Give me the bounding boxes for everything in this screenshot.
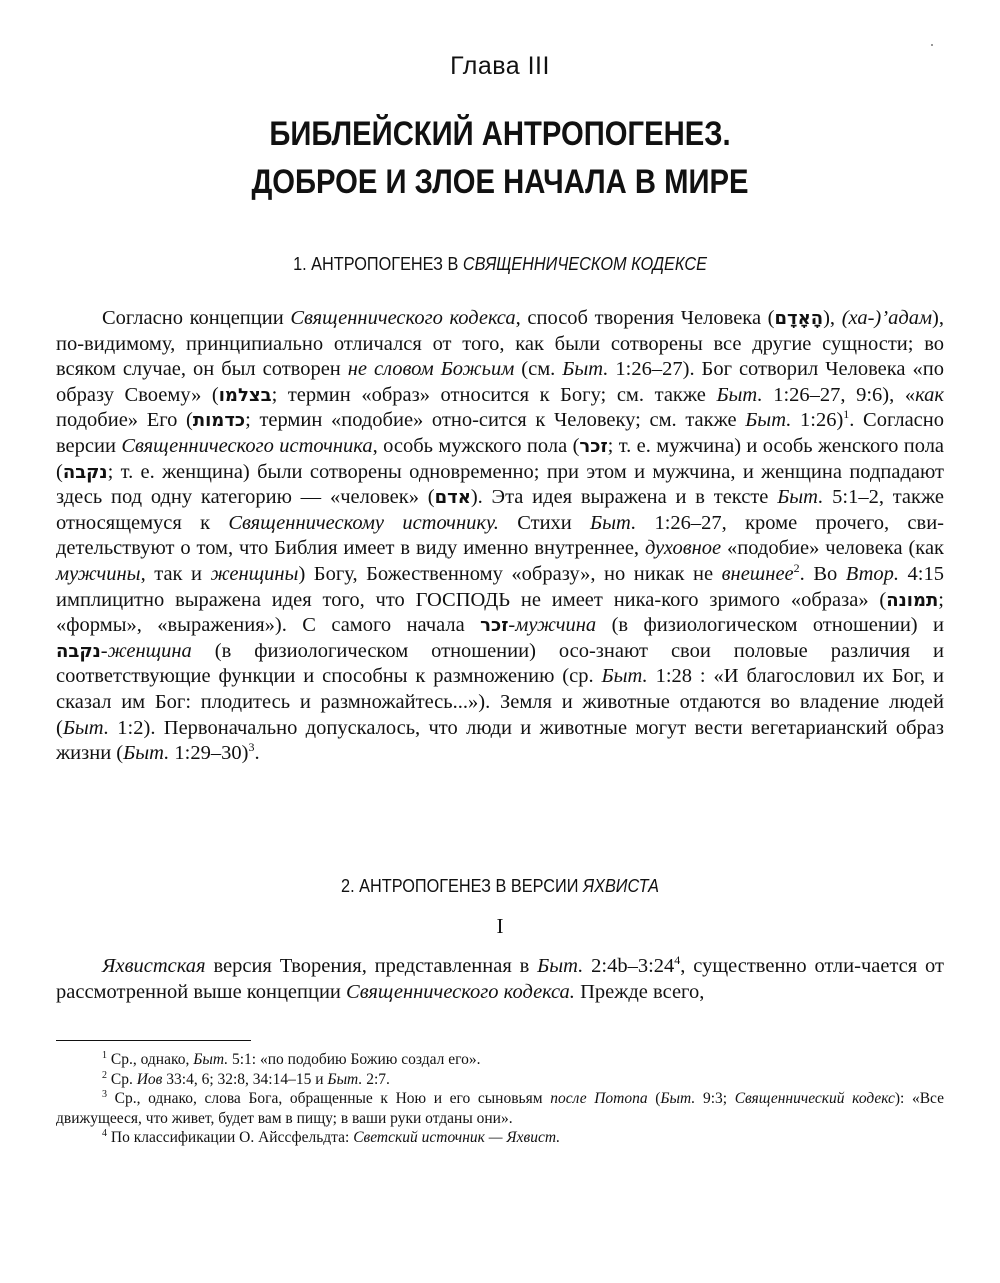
section-heading-1 [60,253,940,275]
footnote-1 [56,1050,944,1070]
paragraph-2 [56,954,944,1005]
text-run: 4:15 имплицитно выражена идея того, что ГОСПОДЬ не имеет ника-кого зримого «образа» ( [56,562,944,611]
chapter-label: Глава III [450,52,550,80]
text-run: «подобие» человека (как [721,537,944,560]
text-run: . Согласно версии [56,409,944,457]
text-run: ), [823,307,842,329]
footnote-ref-1[interactable]: 1 [843,407,850,422]
italic-run: Священнического источника [121,434,373,457]
footnote-ref-3[interactable]: 3 [248,740,255,755]
text-run: 5:1–2, также относящемуся к [56,486,944,534]
text-run: ): «Все движущееся, что живет, будет вам в пищу; в ваши руки отданы они». [56,1090,944,1127]
italic-run: Быт. [62,716,109,739]
text-run: 1:28 : «И благословил их Бог, и сказал им Бог: плодитесь и размножайтесь...»). Земля и животные отдаются во владение людей ( [56,665,944,739]
italic-run: после Потопа [550,1090,648,1107]
footnote-number: 1 [102,1049,107,1061]
footnote-number: 4 [102,1127,107,1139]
section-heading-1-text: 1. АНТРОПОГЕНЕЗ В [293,253,463,274]
text-run: , особь мужского пола ( [372,434,580,457]
hebrew-word: הָאָדָם [774,308,824,329]
footnote-4 [56,1128,944,1148]
section-heading-1-italic: СВЯЩЕННИЧЕСКОМ КОДЕКСЕ [462,253,707,274]
footnote-number: 3 [102,1088,107,1100]
italic-run: мужчина [515,614,597,637]
text-run: . Во [799,562,846,585]
italic-run: Быт. [193,1051,229,1068]
italic-run: (ха-)’адам [841,307,933,329]
text-run: 1:2). Первоначально допускалось, что люди и животные могут вести вегетарианский образ жизни ( [56,716,944,765]
chapter-title [70,110,930,206]
text-run: ; термин «подобие» отно-сится к Человеку; см. также [245,409,746,432]
hebrew-word: נקבה [62,461,108,483]
text-run: Прежде всего, [574,980,705,1003]
hebrew-word: אדם [434,487,471,509]
text-run: 1:26–27, кроме прочего, сви-детельствуют о том, что Библия имеет в виду именно внутреннее, [56,511,944,560]
italic-run: Быт. [745,409,792,432]
text-run: Стихи [498,511,591,534]
italic-run: Иов [136,1070,163,1088]
italic-run: Быт. [327,1070,363,1088]
italic-run: не словом Божьим [347,358,515,381]
text-run: , способ творения Человека ( [515,307,775,329]
chapter-title-line-2: ДОБРОЕ И ЗЛОЕ НАЧАЛА В МИРЕ [251,163,749,201]
footnote-ref-2[interactable]: 2 [793,561,800,576]
italic-run: женщины [210,562,299,585]
italic-run: внешнее [721,562,794,585]
text-run: 1:26–27). Бог сотворил Человека «по образу Своему» ( [56,358,944,406]
text-run: ) Богу, Божественному «образу», но никак не [298,562,722,585]
hebrew-word: זכר [480,615,509,637]
footnote-3 [56,1089,944,1128]
text-run: ; «формы», «выражения»). С самого начала [56,588,944,637]
text-run: 1:29–30) [169,742,249,765]
text-run: 1:26) [791,409,844,432]
scan-speck [931,44,933,46]
italic-run: Быт. [601,665,648,688]
text-run: Ср., однако, [107,1051,194,1068]
italic-run: Быт. [123,742,170,765]
italic-run: духовное [644,537,722,560]
text-run: ). Эта идея выражена и в тексте [470,486,778,509]
hebrew-word: נקבה [56,640,101,662]
text-run: Ср. [107,1070,137,1088]
text-run: подобие» Его ( [56,409,193,432]
text-run: - [100,639,108,662]
text-run: 33:4, 6; 32:8, 34:14–15 и [162,1070,328,1088]
text-run: 1:26–27, 9:6), « [762,383,916,406]
italic-run: Быт. [777,486,824,509]
text-run: 2:4b–3:24 [583,955,675,977]
hebrew-word: כדמות [192,410,246,432]
section-heading-2-text: 2. АНТРОПОГЕНЕЗ В ВЕРСИИ [341,875,583,896]
text-run: ( [647,1090,661,1107]
section-heading-2-italic: ЯХВИСТА [582,875,659,896]
italic-run: Священническому источнику. [228,511,499,534]
text-run: ; т. е. женщина) были сотворены одновременно; при этом и мужчина, и женщина подпадают здесь под одну категорию — «человек» ( [56,460,944,509]
text-run: (в физиологическом отношении) осо-знают свои половые различия и соответствующие функции и способны к размножению (ср. [56,639,944,688]
text-run: ), по-видимому, принципиально отличался от того, как были сотворены все другие сущности; во всяком случае, он был сотворен [56,307,944,381]
text-run: (см. [514,358,563,381]
italic-run: Священнического кодекса. [346,980,575,1003]
section-heading-2 [60,875,940,897]
text-run: Согласно концепции [102,307,291,329]
italic-run: Втор. [845,562,899,585]
footnotes [56,1050,944,1148]
text-run: Ср., однако, слова Бога, обращенные к Ною и его сыновьям [107,1090,551,1107]
hebrew-word: בצלמו [218,384,272,406]
subsection-numeral: I [496,914,504,938]
italic-run: Священнический кодекс [734,1090,895,1107]
text-run: 5:1: «по подобию Божию создал его». [228,1051,481,1068]
text-run: 2:7. [362,1070,390,1088]
italic-run: Светский источник — Яхвист. [353,1129,561,1146]
text-run: По классификации О. Айссфельдта: [107,1129,354,1146]
italic-run: Быт. [590,511,637,534]
text-run: (в физиологическом отношении) и [596,614,944,637]
hebrew-word: זכר [579,435,608,457]
text-run: - [508,614,516,637]
italic-run: Быт. [562,358,609,381]
chapter-title-line-1: БИБЛЕЙСКИЙ АНТРОПОГЕНЕЗ. [269,115,731,153]
italic-run: женщина [107,639,192,662]
paragraph-1 [56,306,944,767]
italic-run: Быт. [660,1090,696,1107]
text-run: . [254,742,260,765]
italic-run: Яхвистская [102,955,206,977]
italic-run: как [915,383,944,406]
italic-run: мужчины [56,562,141,585]
text-run: версия Творения, представленная в [205,955,538,977]
footnote-ref-4[interactable]: 4 [674,953,681,968]
text-run: ; термин «образ» относится к Богу; см. также [271,383,717,406]
italic-run: Быт. [537,955,584,977]
italic-run: Священнического кодекса [290,307,516,329]
text-run: 9:3; [695,1090,735,1107]
footnote-divider [56,1040,251,1041]
italic-run: Быт. [716,383,763,406]
text-run: , так и [140,562,211,585]
footnote-2 [56,1070,944,1090]
footnote-number: 2 [102,1069,107,1081]
hebrew-word: תמונה [886,589,939,611]
text-run: , существенно отли-чается от рассмотренной выше концепции [56,955,944,1003]
text-run: ; т. е. мужчина) и особь женского пола ( [56,434,945,483]
